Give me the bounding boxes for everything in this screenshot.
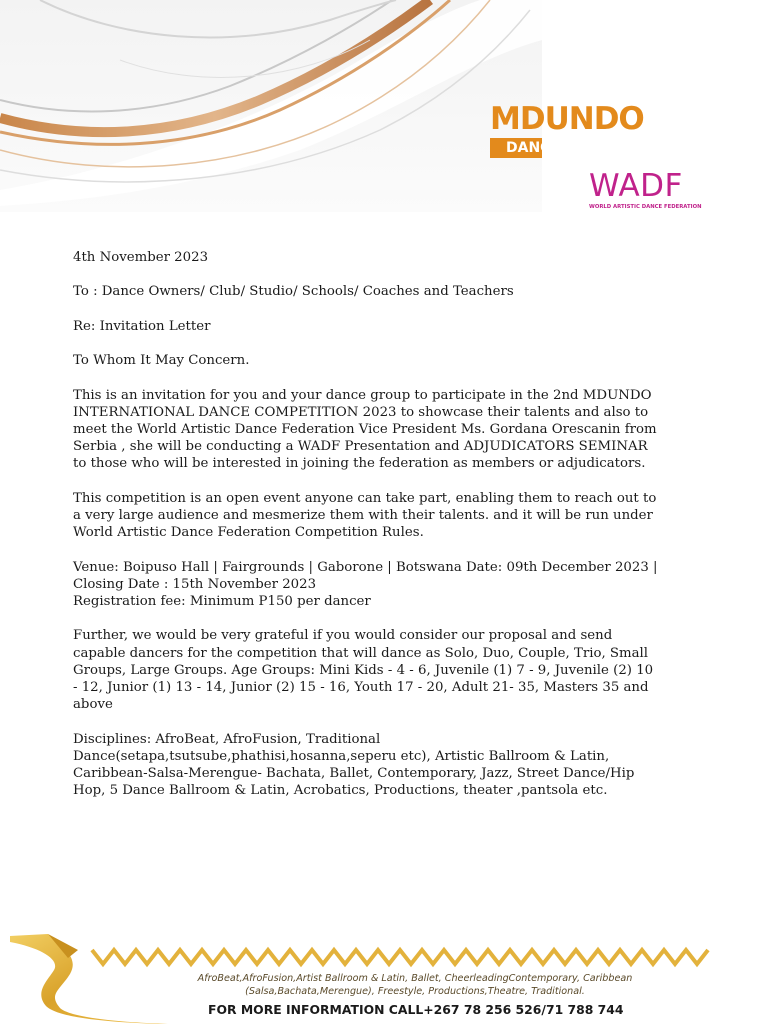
wadf-logo [589, 168, 702, 210]
wadf-logo-subtitle: WORLD ARTISTIC DANCE FEDERATION [589, 204, 702, 210]
letter-salutation: To Whom It May Concern. [73, 353, 250, 369]
letter-paragraph-proposal: Further, we would be very grateful if you would consider our proposal and send capable dancers for the competition that will dance as Solo, Duo, Couple, Trio, Small Groups, Large Groups. Age Groups: Mini Kids - 4 - 6, Juvenile (1) 7 - 9, Juvenile (2) 10 - 12, Junior (1) 13 - 14, Junior (2) 15 - 16, Youth 17 - 20, Adult 21- 35, Masters 35 and above [73, 628, 654, 713]
letter-fee: Registration fee: Minimum P150 per dancer [73, 593, 371, 609]
wadf-logo-text: WADF [589, 168, 683, 204]
mdundo-logo-text: MDUNDO [490, 101, 644, 137]
footer-dance-styles [150, 972, 680, 998]
footer-styles-line-2: (Salsa,Bachata,Merengue), Freestyle, Productions,Theatre, Traditional. [245, 986, 585, 997]
letter-venue-block [73, 559, 658, 593]
mdundo-event-logo [490, 101, 644, 158]
letter-subject: Re: Invitation Letter [73, 318, 211, 334]
letter-date: 4th November 2023 [73, 250, 209, 265]
letter-paragraph-invitation: This is an invitation for you and your dance group to participate in the 2nd MDUNDO INTERNATIONAL DANCE COMPETITION 2023 to showcase their talents and also to meet the World Artistic Dance Federation Vice President Ms. Gordana Orescanin from Serbia , she will be conducting a WADF Presentation and ADJUDICATORS SEMINAR to those who will be interested in joining the federation as members or adjudicators. [73, 387, 657, 472]
footer-styles-line-1: AfroBeat,AfroFusion,Artist Ballroom & Latin, Ballet, CheerleadingContemporary, Caribbean [197, 973, 633, 984]
footer-contact-info: FOR MORE INFORMATION CALL+267 78 256 526/71 788 744 [208, 1002, 624, 1017]
mdundo-logo-subtext: DANCE [490, 138, 542, 158]
letter-paragraph-competition: This competition is an open event anyone can take part, enabling them to reach out to a very large audience and mesmerize them with their talents. and it will be run under World Artistic Dance Federation Competition Rules. [73, 490, 657, 541]
letter-recipient: To : Dance Owners/ Club/ Studio/ Schools/ Coaches and Teachers [73, 284, 514, 300]
letter-venue: Venue: Boipuso Hall | Fairgrounds | Gaborone | Botswana Date: 09th December 2023 | Closing Date : 15th November 2023 [73, 559, 658, 592]
letter-body [73, 249, 658, 817]
letter-disciplines: Disciplines: AfroBeat, AfroFusion, Traditional Dance(setapa,tsutsube,phathisi,hosanna,seperu etc), Artistic Ballroom & Latin, Caribbean-Salsa-Merengue- Bachata, Ballet, Contemporary, Jazz, Street Dance/Hip Hop, 5 Dance Ballroom & Latin, Acrobatics, Productions, theater ,pantsola etc. [73, 731, 635, 799]
zigzag-pattern-decoration [92, 946, 708, 972]
